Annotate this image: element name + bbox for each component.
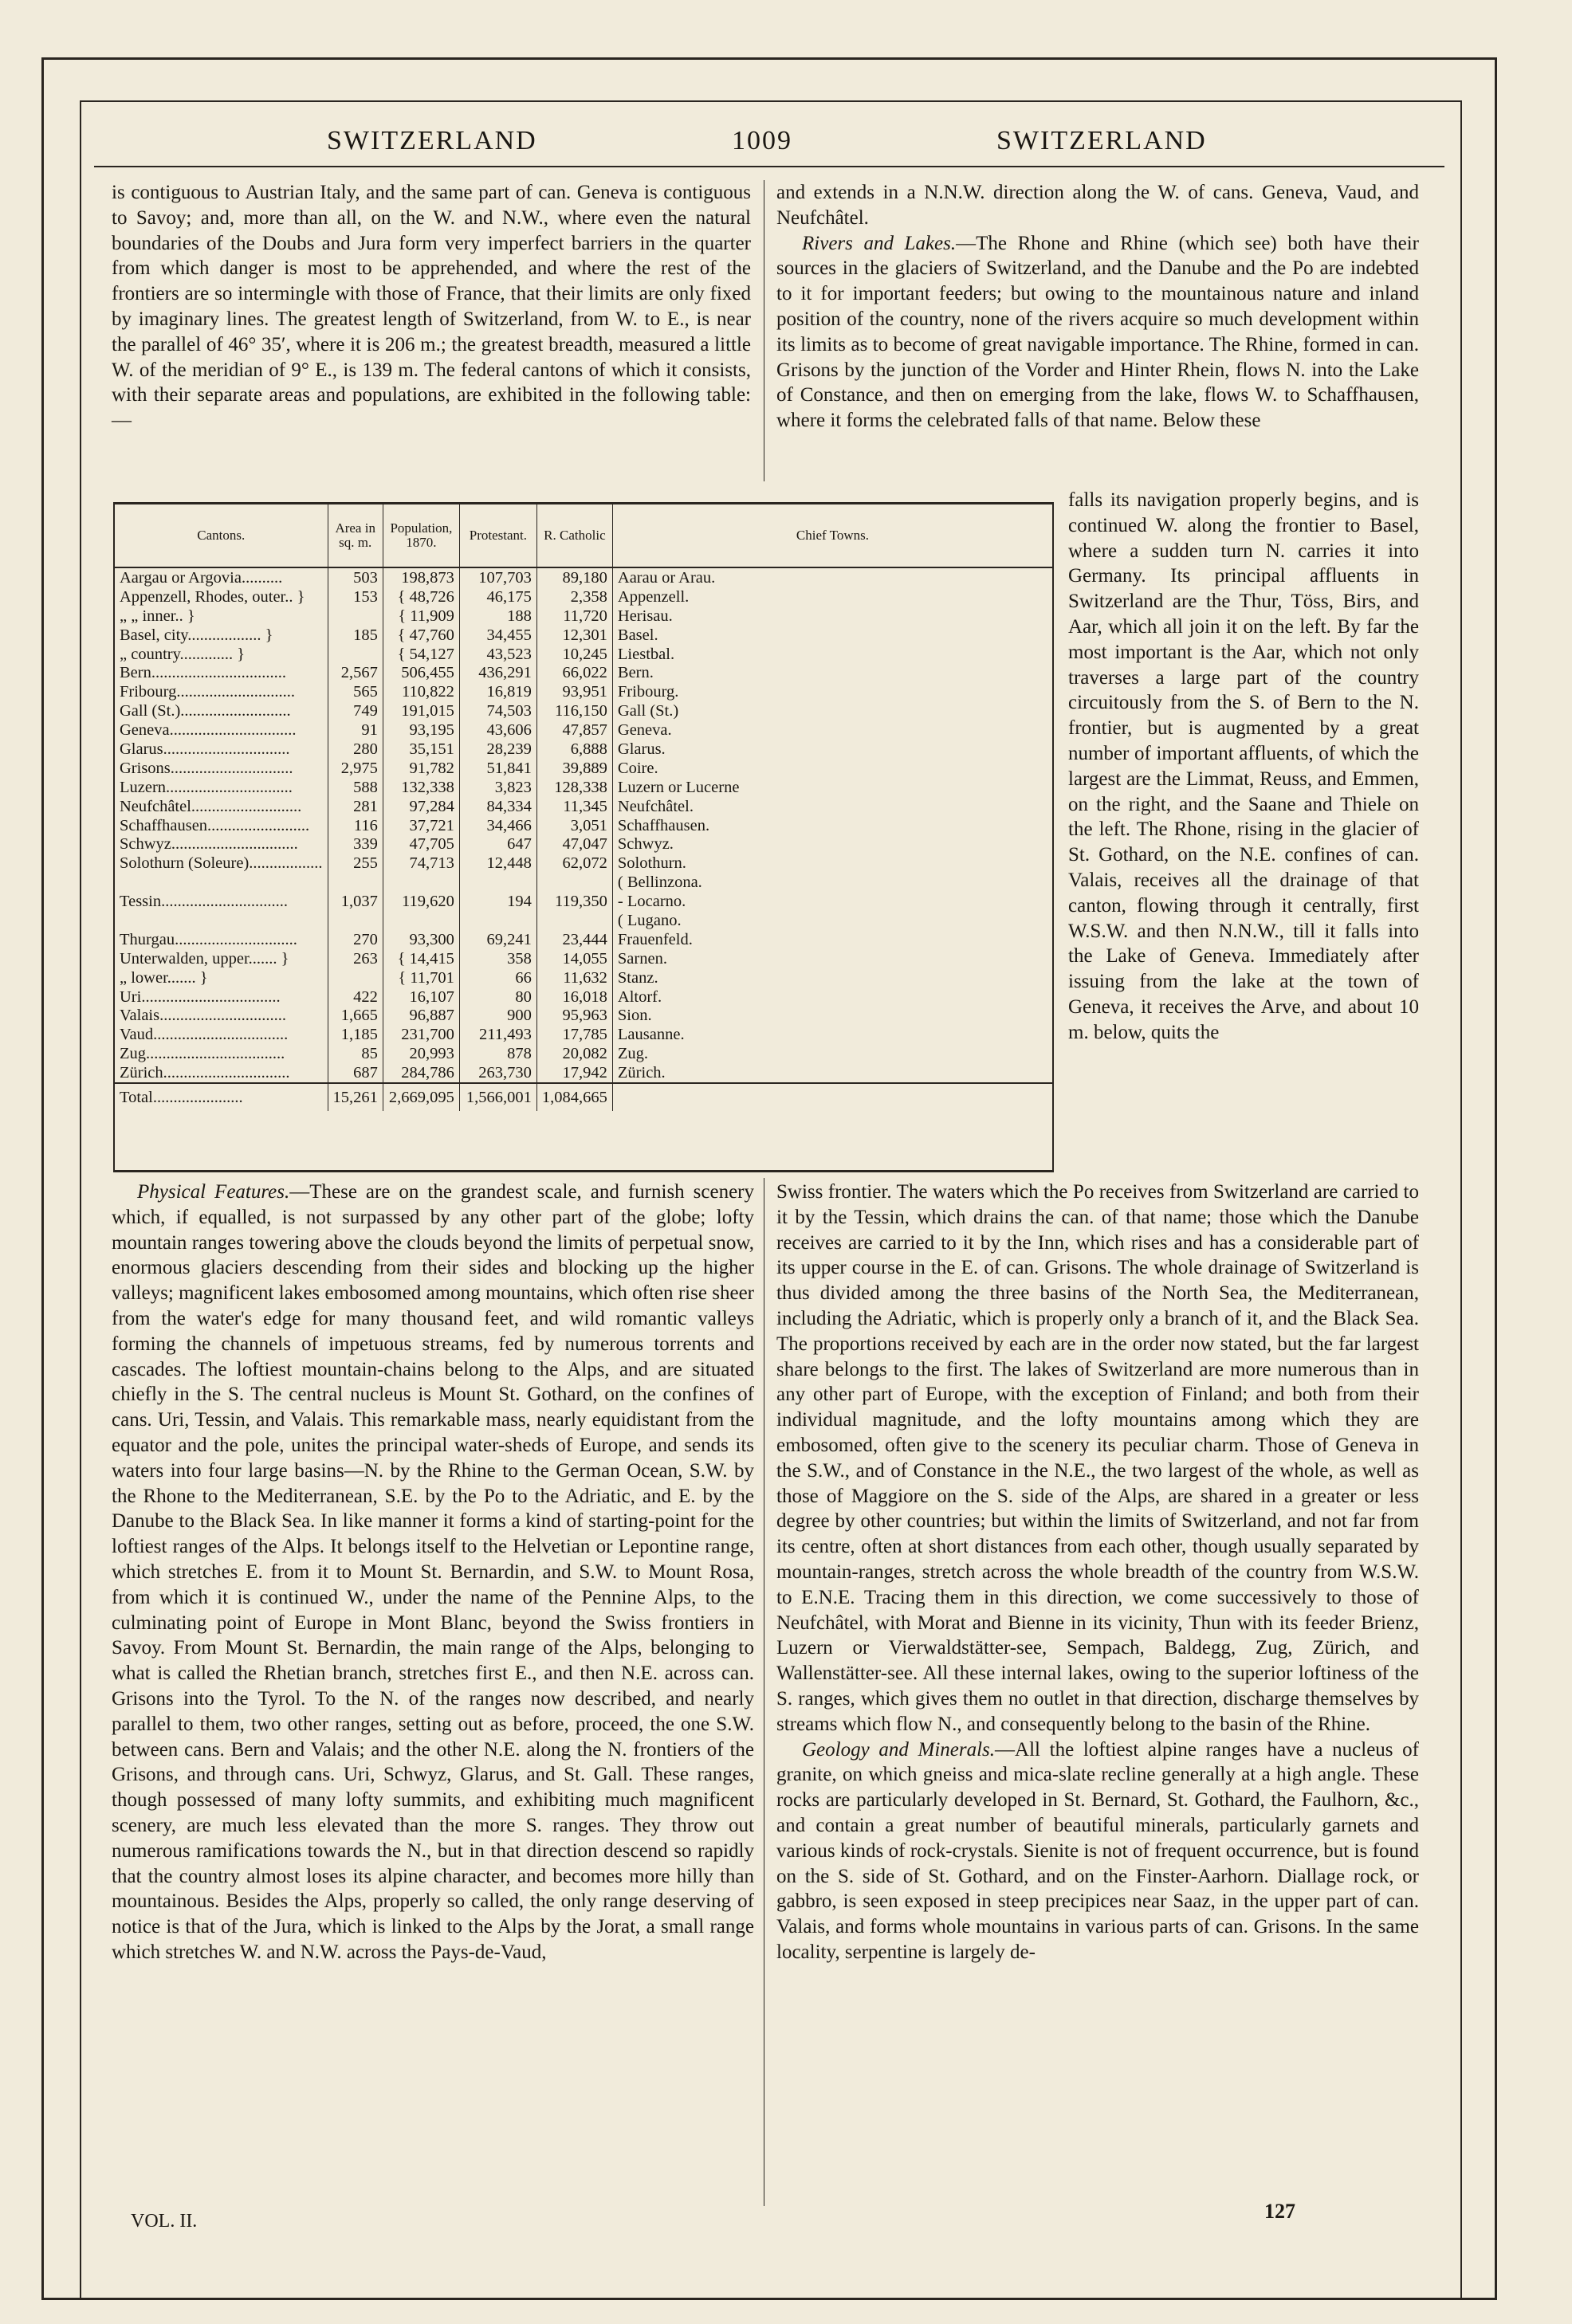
table-cell <box>115 911 328 930</box>
geology-heading: Geology and Minerals. <box>802 1738 996 1761</box>
table-cell: ( Bellinzona. <box>612 873 1052 892</box>
table-cell: Zürich............................... <box>120 1064 290 1082</box>
table-row <box>115 797 1052 816</box>
table-cell: Unterwalden, upper....... } <box>120 949 289 968</box>
table-cell: 1,185 <box>328 1025 383 1044</box>
table-cell: 185 <box>328 626 383 645</box>
table-cell: Zürich. <box>612 1063 1052 1083</box>
table-cell: 128,338 <box>536 778 612 797</box>
table-cell: 28,239 <box>459 740 536 759</box>
table-cell: 132,338 <box>383 778 459 797</box>
table-cell: 74,503 <box>459 701 536 720</box>
table-cell: 66 <box>459 968 536 987</box>
table-row <box>115 645 1052 664</box>
table-cell: Luzern or Lucerne <box>612 778 1052 797</box>
table-cell: 16,819 <box>459 682 536 701</box>
intro-right-paragraph: and extends in a N.N.W. direction along the W. of cans. Geneva, Vaud, and Neufchâtel. <box>776 182 1419 229</box>
rivers-lakes-paragraph <box>776 231 1419 434</box>
table-cell: 11,720 <box>536 607 612 626</box>
table-cell <box>459 911 536 930</box>
table-cell: 1,084,665 <box>536 1083 612 1111</box>
table-cell: Uri.................................. <box>120 987 281 1006</box>
physical-features-paragraph <box>112 1180 754 1965</box>
table-cell: Geneva. <box>612 720 1052 740</box>
table-cell: Fribourg. <box>612 682 1052 701</box>
table-cell: 47,857 <box>536 720 612 740</box>
rivers-lakes-text: —The Rhone and Rhine (which see) both have their sources in the glaciers of Switzerland, and the Danube and the Po are indebted to it for important feeders; but owing to the mountainous nature and inland position of the country, none of the rivers acquire so much development within its limits as to become of great navigable importance. The Rhine, formed in can. Grisons by the junction of the Vorder and Hinter Rhein, flows N. into the Lake of Constance, and then on emerging from the lake, flows W. to Schaffhausen, where it forms the celebrated falls of that name. Below these <box>776 232 1419 432</box>
table-cell: 47,047 <box>536 834 612 854</box>
signature-number: 127 <box>1264 2200 1295 2223</box>
table-header-cell: Population, 1870. <box>383 504 459 567</box>
table-row <box>115 626 1052 645</box>
table-header-cell: Area in sq. m. <box>328 504 383 567</box>
table-cell: „ lower....... } <box>120 968 208 987</box>
table-row <box>115 567 1052 587</box>
physical-features-column <box>112 1180 754 1965</box>
table-cell: Appenzell. <box>612 587 1052 607</box>
table-cell: { 47,760 <box>383 626 459 645</box>
table-cell: Fribourg............................. <box>120 683 296 701</box>
table-cell: 17,942 <box>536 1063 612 1083</box>
table-cell: 12,448 <box>459 854 536 873</box>
intro-left-paragraph: is contiguous to Austrian Italy, and the same part of can. Geneva is contiguous to Savoy; and, more than all, on the W. and N.W., where even the natural boundaries of the Doubs and Jura form very imperfect barriers in the quarter from which danger is most to be apprehended, and where the rest of the frontiers are so intermingle with those of France, that their limits are only fixed by imaginary lines. The greatest length of Switzerland, from W. to E., is near the parallel of 46° 35′, where it is 206 m.; the greatest breadth, measured a little W. of the meridian of 9° E., is 139 m. The federal cantons of which it consists, with their separate areas and populations, are exhibited in the following table:— <box>112 182 751 432</box>
table-cell <box>383 873 459 892</box>
table-cell: { 11,909 <box>383 607 459 626</box>
table-cell: 20,993 <box>383 1044 459 1063</box>
table-row <box>115 1006 1052 1025</box>
table-cell: Altorf. <box>612 987 1052 1007</box>
table-cell <box>328 873 383 892</box>
table-cell: ( Lugano. <box>612 911 1052 930</box>
table-cell: Glarus. <box>612 740 1052 759</box>
table-cell: 198,873 <box>383 567 459 587</box>
table-cell: 284,786 <box>383 1063 459 1083</box>
table-header-cell: R. Catholic <box>536 504 612 567</box>
table-cell: Gall (St.) <box>612 701 1052 720</box>
table-row <box>115 968 1052 987</box>
table-cell: 12,301 <box>536 626 612 645</box>
table-cell: Bern. <box>612 663 1052 682</box>
table-cell: 270 <box>328 930 383 949</box>
table-cell: Basel, city.................. } <box>120 626 273 644</box>
table-cell: Zug. <box>612 1044 1052 1063</box>
table-cell: 280 <box>328 740 383 759</box>
table-cell: 84,334 <box>459 797 536 816</box>
table-cell: Schwyz............................... <box>120 835 298 854</box>
table-cell: 91 <box>328 720 383 740</box>
table-cell: „ „ inner.. } <box>120 607 195 625</box>
bottom-right-column <box>776 1180 1419 1965</box>
table-cell: 436,291 <box>459 663 536 682</box>
table-cell: 93,300 <box>383 930 459 949</box>
table-cell: Gall (St.)........................... <box>120 702 291 720</box>
table-row <box>115 854 1052 873</box>
table-cell: 16,107 <box>383 987 459 1007</box>
physical-features-heading: Physical Features. <box>137 1181 290 1203</box>
table-cell: Stanz. <box>612 968 1052 987</box>
table-cell: 34,466 <box>459 816 536 835</box>
table-cell <box>536 873 612 892</box>
table-cell: Bern................................. <box>120 664 286 682</box>
table-cell: 35,151 <box>383 740 459 759</box>
table-header-cell: Protestant. <box>459 504 536 567</box>
table-cell: 66,022 <box>536 663 612 682</box>
geology-text: —All the loftiest alpine ranges have a nucleus of granite, on which gneiss and mica-slate recline generally at a high angle. These rocks are particularly developed in St. Bernard, St. Gothard, the Faulhorn, &c., and contain a great number of beautiful minerals, particularly garnets and various kinds of rock-crystals. Sienite is not of frequent occurrence, but is found on the S. side of St. Gothard, and on the Finster-Aarhorn. Diallage rock, or gabbro, is seen exposed in steep precipices near Saaz, in the upper part of can. Valais, and forms whole mountains in various parts of can. Grisons. In the same locality, serpentine is largely de- <box>776 1738 1420 1963</box>
table-cell: 116 <box>328 816 383 835</box>
table-cell: { 14,415 <box>383 949 459 968</box>
table-cell: Thurgau.............................. <box>120 930 297 948</box>
table-cell: Solothurn. <box>612 854 1052 873</box>
table-cell: 422 <box>328 987 383 1007</box>
table-cell: 3,051 <box>536 816 612 835</box>
table-cell: 23,444 <box>536 930 612 949</box>
table-cell: Zug.................................. <box>120 1045 285 1063</box>
table-cell: Geneva............................... <box>120 721 297 740</box>
table-cell: 43,523 <box>459 645 536 664</box>
table-cell: Tessin............................... <box>120 893 288 911</box>
rivers-wrap-column <box>1068 488 1419 1046</box>
table-row <box>115 663 1052 682</box>
table-cell: 2,567 <box>328 663 383 682</box>
intro-right-column <box>776 180 1419 434</box>
table-cell: Herisau. <box>612 607 1052 626</box>
table-cell: 14,055 <box>536 949 612 968</box>
table-cell: Coire. <box>612 759 1052 778</box>
table-cell: 2,358 <box>536 587 612 607</box>
table-cell: 51,841 <box>459 759 536 778</box>
table-cell: 10,245 <box>536 645 612 664</box>
table-header-cell: Chief Towns. <box>612 504 1052 567</box>
table-cell: Sion. <box>612 1006 1052 1025</box>
table-cell: Schaffhausen......................... <box>120 816 310 834</box>
table-cell: 17,785 <box>536 1025 612 1044</box>
table-cell: 153 <box>328 587 383 607</box>
table-cell: Solothurn (Soleure).................. <box>120 854 323 873</box>
table-cell: 358 <box>459 949 536 968</box>
table-cell: Luzern............................... <box>120 778 293 796</box>
rivers-lakes-heading: Rivers and Lakes. <box>802 232 957 254</box>
table-cell: 46,175 <box>459 587 536 607</box>
table-cell: 900 <box>459 1006 536 1025</box>
table-cell: 43,606 <box>459 720 536 740</box>
table-cell: 191,015 <box>383 701 459 720</box>
intro-left-column <box>112 180 751 434</box>
table-cell: 339 <box>328 834 383 854</box>
table-cell <box>612 1083 1052 1111</box>
table-cell <box>536 911 612 930</box>
table-cell: 503 <box>328 567 383 587</box>
table-row <box>115 816 1052 835</box>
table-cell: 647 <box>459 834 536 854</box>
table-cell: 110,822 <box>383 682 459 701</box>
table-cell <box>328 911 383 930</box>
table-cell: Total...................... <box>115 1083 328 1111</box>
table-cell: 37,721 <box>383 816 459 835</box>
table-cell: 281 <box>328 797 383 816</box>
table-row <box>115 949 1052 968</box>
table-cell: Neufchâtel........................... <box>120 797 302 815</box>
table-cell: 3,823 <box>459 778 536 797</box>
table-cell: 211,493 <box>459 1025 536 1044</box>
table-total-row <box>115 1083 1052 1111</box>
table-cell: 263 <box>328 949 383 968</box>
physical-features-text: —These are on the grandest scale, and furnish scenery which, if equalled, is not surpassed by any other part of the globe; lofty mountain ranges towering above the clouds beyond the limits of perpetual snow, enormous glaciers descending from their sides and blocking up the higher valleys; magnificent lakes embosomed among mountains, which often rise sheer from the water's edge for many thousand feet, and wild romantic valleys forming the channels of impetuous streams, fed by numerous torrents and cascades. The loftiest mountain-chains belong to the Alps, and are situated chiefly in the S. The central nucleus is Mount St. Gothard, on the confines of cans. Uri, Tessin, and Valais. This remarkable mass, nearly equidistant from the equator and the pole, unites the principal water-sheds of Europe, and sends its waters into four large basins—N. by the Rhine to the German Ocean, S.W. by the Rhone to the Mediterranean, S.E. by the Po to the Adriatic, and E. by the Danube to the Black Sea. In like manner it forms a kind of starting-point for the loftiest ranges of the Alps. It belongs itself to the Helvetian or Lepontine range, which stretches E. from it to Mount St. Bernardin, and S.W. to Mount Rosa, from which it is continued W., under the name of the Pennine Alps, to the culminating point of Europe in Mont Blanc, beyond the Swiss frontiers in Savoy. From Mount St. Bernardin, the main range of the Alps, belonging to what is called the Rhetian branch, stretches first E., and then N.E. across can. Grisons into the Tyrol. To the N. of the ranges now described, and nearly parallel to them, two other ranges, setting out as before, proceed, the one S.W. between cans. Bern and Valais; and the other N.E. along the N. frontiers of the Grisons, and through cans. Uri, Schwyz, Glarus, and St. Gall. These ranges, though possessed of many lofty summits, and exhibiting much magnificent scenery, are much less elevated than the more S. ranges. They throw out numerous ramifications towards the N., but in that direction descend so rapidly that the country almost loses its alpine character, and becomes more hilly than mountainous. Besides the Alps, properly so called, the only range deserving of notice is that of the Jura, which is linked to the Alps by the Jorat, a small range which stretches W. and N.W. across the Pays-de-Vaud, <box>112 1181 755 1963</box>
table-cell: 95,963 <box>536 1006 612 1025</box>
table-cell: 1,665 <box>328 1006 383 1025</box>
header-rule <box>94 166 1444 167</box>
table-row <box>115 892 1052 911</box>
table-cell: - Locarno. <box>612 892 1052 911</box>
table-cell: 107,703 <box>459 567 536 587</box>
table-cell: 1,037 <box>328 892 383 911</box>
table-cell: Glarus............................... <box>120 740 290 758</box>
table-cell: 1,566,001 <box>459 1083 536 1111</box>
table-cell: 2,669,095 <box>383 1083 459 1111</box>
table-cell: 20,082 <box>536 1044 612 1063</box>
table-cell: 93,195 <box>383 720 459 740</box>
table-cell: 687 <box>328 1063 383 1083</box>
table-cell: 119,620 <box>383 892 459 911</box>
table-cell: Neufchâtel. <box>612 797 1052 816</box>
table-cell: 255 <box>328 854 383 873</box>
table-cell: 263,730 <box>459 1063 536 1083</box>
table-cell: 62,072 <box>536 854 612 873</box>
table-cell: 39,889 <box>536 759 612 778</box>
table-cell: 80 <box>459 987 536 1007</box>
table-cell: 74,713 <box>383 854 459 873</box>
table-cell: 11,345 <box>536 797 612 816</box>
table-cell: Aarau or Arau. <box>612 567 1052 587</box>
table-cell: 89,180 <box>536 567 612 587</box>
table-cell: 194 <box>459 892 536 911</box>
table-cell: 16,018 <box>536 987 612 1007</box>
table-cell: Schaffhausen. <box>612 816 1052 835</box>
table-cell: Sarnen. <box>612 949 1052 968</box>
table-cell: Liestbal. <box>612 645 1052 664</box>
running-head-right: SWITZERLAND <box>996 126 1207 155</box>
table-row <box>115 930 1052 949</box>
table-cell: Aargau or Argovia.......... <box>120 568 283 587</box>
table-row <box>115 778 1052 797</box>
table-cell: 588 <box>328 778 383 797</box>
table-cell: 231,700 <box>383 1025 459 1044</box>
table-cell: Frauenfeld. <box>612 930 1052 949</box>
table-cell: { 54,127 <box>383 645 459 664</box>
table-cell: 93,951 <box>536 682 612 701</box>
table-row <box>115 701 1052 720</box>
table-header-cell: Cantons. <box>115 504 328 567</box>
rivers-wrap-paragraph: falls its navigation properly begins, and is continued W. along the frontier to Basel, where a sudden turn N. carries it into Germany. Its principal affluents in Switzerland are the Thur, Töss, Birs, and Aar, which all join it on the left. By far the most important is the Aar, which not only traverses a large part of the country circuitously from the S. of Bern to the N. frontier, but is augmented by a great number of important affluents, of which the largest are the Limmat, Reuss, and Emmen, on the right, and the Saane and Thiele on the left. The Rhone, rising in the glacier of St. Gothard, on the N.E. confines of can. Valais, receives all the drainage of that canton, flowing through it centrally, first W.S.W. and then N.N.W., till it falls into the Lake of Geneva. Immediately after issuing from the lake at the town of Geneva, it receives the Arve, and about 10 m. below, quits the <box>1068 489 1419 1043</box>
table-cell <box>328 607 383 626</box>
table-row <box>115 834 1052 854</box>
table-row <box>115 1025 1052 1044</box>
geology-paragraph <box>776 1737 1419 1965</box>
table-cell: Valais............................... <box>120 1007 286 1025</box>
table-cell: Lausanne. <box>612 1025 1052 1044</box>
volume-label: VOL. II. <box>131 2211 198 2232</box>
running-head-left: SWITZERLAND <box>327 126 537 155</box>
table-row <box>115 587 1052 607</box>
table-cell: { 48,726 <box>383 587 459 607</box>
table-cell <box>383 911 459 930</box>
cantons-table <box>115 504 1052 1111</box>
table-cell: Basel. <box>612 626 1052 645</box>
table-cell: 85 <box>328 1044 383 1063</box>
table-cell: 6,888 <box>536 740 612 759</box>
table-row <box>115 720 1052 740</box>
cantons-table-frame <box>113 502 1054 1172</box>
table-cell: 11,632 <box>536 968 612 987</box>
table-cell: 34,455 <box>459 626 536 645</box>
table-header-row <box>115 504 1052 567</box>
table-cell <box>459 873 536 892</box>
table-cell: 2,975 <box>328 759 383 778</box>
table-cell: 506,455 <box>383 663 459 682</box>
table-cell: „ country............. } <box>120 645 246 663</box>
table-row <box>115 682 1052 701</box>
table-row <box>115 911 1052 930</box>
table-cell <box>328 968 383 987</box>
table-cell: 565 <box>328 682 383 701</box>
table-row <box>115 607 1052 626</box>
table-cell: 47,705 <box>383 834 459 854</box>
table-cell: 69,241 <box>459 930 536 949</box>
table-cell: 878 <box>459 1044 536 1063</box>
table-row <box>115 1044 1052 1063</box>
table-row <box>115 873 1052 892</box>
drainage-paragraph: Swiss frontier. The waters which the Po receives from Switzerland are carried to it by the Tessin, which drains the can. of that name; those which the Danube receives are carried to it by the Inn, which rises and has a considerable part of its upper course in the E. of can. Grisons. The whole drainage of Switzerland is thus divided among the three basins of the North Sea, the Mediterranean, including the Adriatic, which is properly only a branch of it, and the Black Sea. The proportions received by each are in the order now stated, but the far largest share belongs to the first. The lakes of Switzerland are more numerous than in any other part of Europe, with the exception of Finland; and both from their individual magnitude, and the lofty mountains among which they are embosomed, often give to the scenery its peculiar charm. Those of Geneva in the S.W., and of Constance in the N.E., the two largest of the whole, as well as those of Maggiore on the S. side of the Alps, are shared in a greater or less degree by other countries; but within the limits of Switzerland, and not far from its centre, often at short distances from each other, though usually separated by mountain-ranges, stretch across the whole breadth of the country from W.S.W. to E.N.E. Tracing them in this direction, we come successively to those of Neufchâtel, with Morat and Bienne in its vicinity, Thun with its feeder Brienz, Luzern or Vierwaldstätter-see, Sempach, Baldegg, Zug, Zürich, and Wallenstätter-see. All these internal lakes, owing to the superior loftiness of the S. ranges, which gives them no outlet in that direction, discharge themselves by streams which flow N., and consequently belong to the basin of the Rhine. <box>776 1181 1419 1735</box>
table-cell: 97,284 <box>383 797 459 816</box>
table-cell: 749 <box>328 701 383 720</box>
table-cell: 96,887 <box>383 1006 459 1025</box>
table-cell: Schwyz. <box>612 834 1052 854</box>
page-number: 1009 <box>732 126 792 155</box>
table-cell: 116,150 <box>536 701 612 720</box>
table-row <box>115 759 1052 778</box>
table-cell <box>328 645 383 664</box>
table-row <box>115 1063 1052 1083</box>
table-cell: Grisons.............................. <box>120 759 293 777</box>
table-cell: 119,350 <box>536 892 612 911</box>
table-row <box>115 987 1052 1007</box>
table-cell: 15,261 <box>328 1083 383 1111</box>
table-cell: 188 <box>459 607 536 626</box>
table-cell: { 11,701 <box>383 968 459 987</box>
table-cell: Vaud................................. <box>120 1026 289 1044</box>
table-row <box>115 740 1052 759</box>
table-cell: 91,782 <box>383 759 459 778</box>
table-cell: Appenzell, Rhodes, outer.. } <box>120 587 305 606</box>
table-cell <box>115 873 328 892</box>
